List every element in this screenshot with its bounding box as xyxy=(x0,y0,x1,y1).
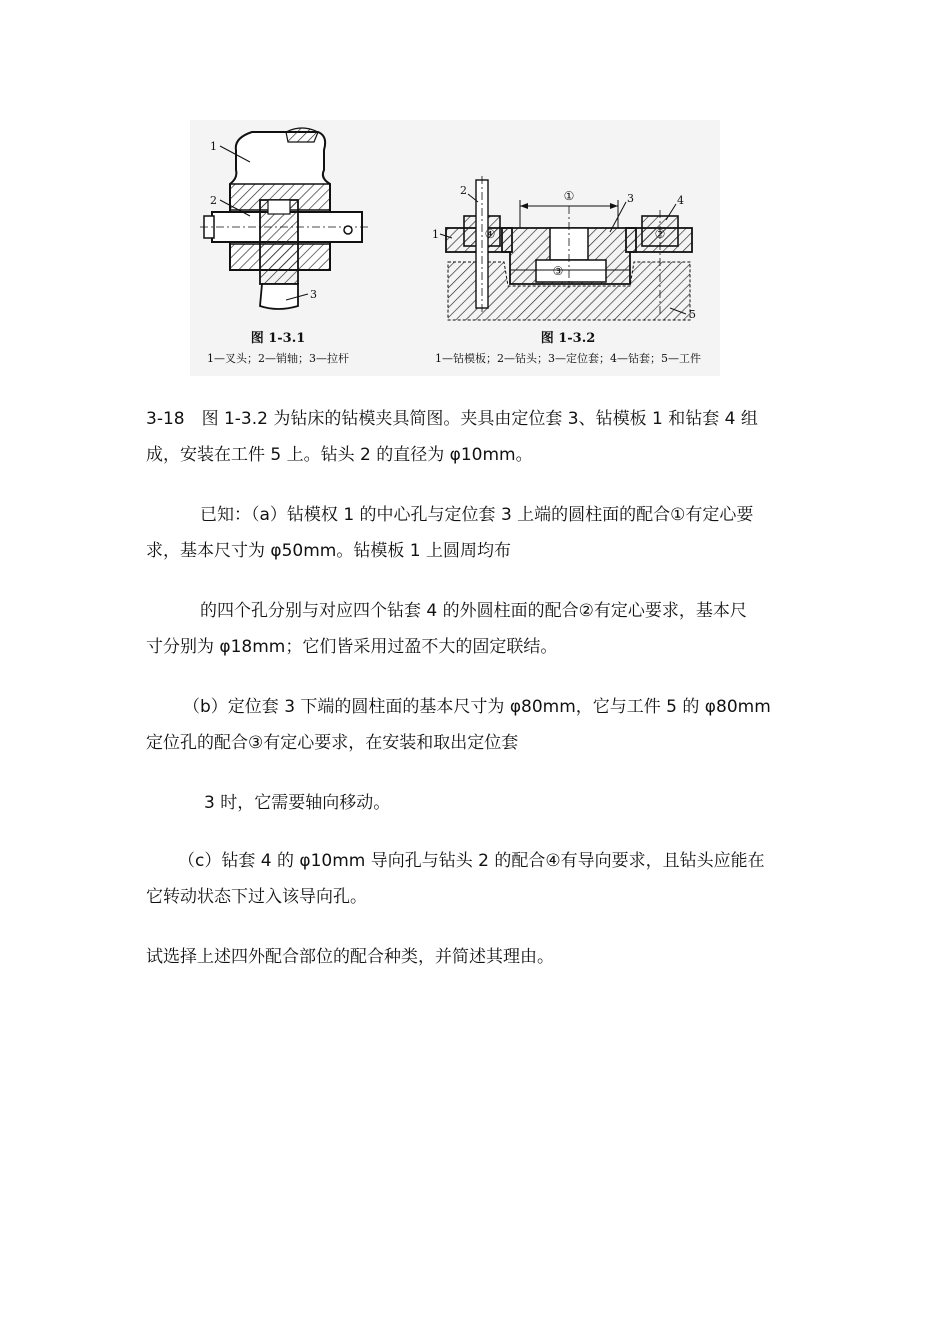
condition-a-line-2: 求，基本尺寸为 φ50mm。钻模板 1 上圆周均布 xyxy=(146,541,511,561)
condition-b-line-3: 3 时，它需要轴向移动。 xyxy=(204,793,391,813)
figure-drawings xyxy=(190,120,720,376)
fig1-label-1: 1 xyxy=(210,140,217,153)
fig2-label-2: 2 xyxy=(460,184,467,197)
mechanical-drawing xyxy=(190,120,720,376)
fig1-legend: 1—叉头；2—销轴；3—拉杆 xyxy=(207,352,349,365)
fig1-label-3: 3 xyxy=(310,288,317,301)
condition-a-line-3: 的四个孔分别与对应四个钻套 4 的外圆柱面的配合②有定心要求，基本尺 xyxy=(200,601,747,621)
question: 试选择上述四外配合部位的配合种类，并简述其理由。 xyxy=(146,947,554,967)
fig1-label-2: 2 xyxy=(210,194,217,207)
fig2-label-3: 3 xyxy=(627,192,634,205)
fig2-legend: 1—钻模板；2—钻头；3—定位套；4—钻套；5—工件 xyxy=(435,352,701,365)
fig2-caption: 图 1-3.2 xyxy=(540,331,596,346)
condition-c-line-2: 它转动状态下过入该导向孔。 xyxy=(146,887,367,907)
condition-a-line-4: 寸分别为 φ18mm；它们皆采用过盈不大的固定联结。 xyxy=(146,637,558,657)
intro-line-1: 3-18 图 1-3.2 为钻床的钻模夹具简图。夹具由定位套 3、钻模板 1 和钻套 4 组 xyxy=(146,409,758,429)
fit-marker-4: ④ xyxy=(484,227,496,241)
condition-a-line-1: 已知：（a）钻模权 1 的中心孔与定位套 3 上端的圆柱面的配合①有定心要 xyxy=(200,505,754,525)
condition-b-line-1: （b）定位套 3 下端的圆柱面的基本尺寸为 φ80mm，它与工件 5 的 φ80mm xyxy=(183,697,771,717)
fig2-label-1: 1 xyxy=(432,228,439,241)
condition-c-line-1: （c）钻套 4 的 φ10mm 导向孔与钻头 2 的配合④有导向要求，且钻头应能在 xyxy=(178,851,765,871)
fit-marker-3: ③ xyxy=(552,264,564,278)
intro-line-2: 成，安装在工件 5 上。钻头 2 的直径为 φ10mm。 xyxy=(146,445,533,465)
condition-b-line-2: 定位孔的配合③有定心要求，在安装和取出定位套 xyxy=(146,733,519,753)
fig2-label-4: 4 xyxy=(677,194,684,207)
fit-marker-1: ① xyxy=(563,189,575,203)
fig2-label-5: 5 xyxy=(689,308,696,321)
fit-marker-2: ② xyxy=(654,227,666,241)
fig1-caption: 图 1-3.1 xyxy=(250,331,306,346)
